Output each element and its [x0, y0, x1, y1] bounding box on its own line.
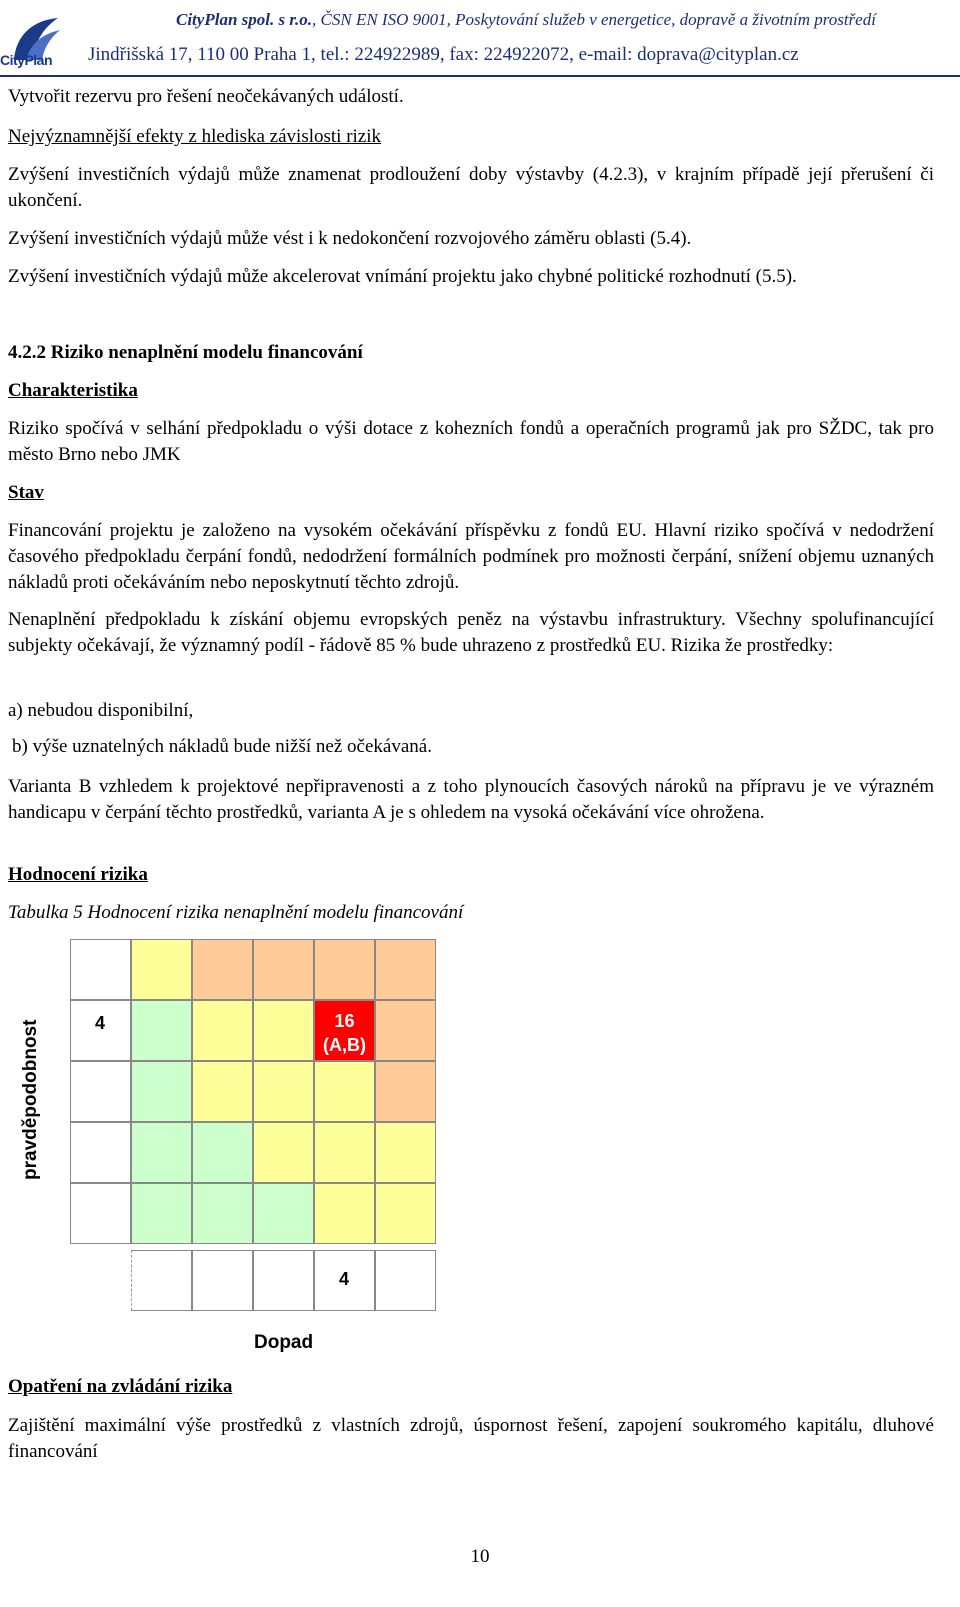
- company-name: CityPlan spol. s r.o.: [176, 10, 313, 29]
- header-divider: [0, 75, 960, 77]
- matrix-cell: [192, 1183, 253, 1244]
- paragraph-status: Financování projektu je založeno na vysokém očekávání příspěvku z fondů EU. Hlavní riziko spočívá v nedodržení časového předpokladu čerpání fondů, nedodržení formálních podmínek pro možnosti čerpání, snížení objemu uznaných nákladů proti očekáváním nebo neposkytnutí těchto zdrojů.: [8, 520, 934, 593]
- probability-value: 4: [70, 1000, 131, 1061]
- matrix-cell: [131, 1183, 192, 1244]
- matrix-cell: [253, 1250, 314, 1311]
- page-number: 10: [470, 1546, 490, 1567]
- matrix-cell: [131, 939, 192, 1000]
- header-address: Jindřišská 17, 110 00 Praha 1, tel.: 224922989, fax: 224922072, e-mail: doprava@cityplan.cz: [88, 44, 799, 65]
- matrix-cell: [253, 1183, 314, 1244]
- matrix-cell: [131, 1250, 192, 1311]
- paragraph-variants: Varianta B vzhledem k projektové nepřipravenosti a z toho plynoucích časových nároků na přípravu je ve výrazném handicapu v čerpání těchto prostředků, varianta A je s ohledem na vysoká očekávání více ohrožena.: [8, 776, 934, 823]
- impact-axis-label: Dopad: [254, 1332, 314, 1353]
- section-title: 4.2.2 Riziko nenaplnění modelu financování: [8, 342, 363, 363]
- matrix-cell: [131, 1061, 192, 1122]
- probability-axis-label: pravděpodobnost: [20, 1019, 41, 1180]
- matrix-cell: [253, 1000, 314, 1061]
- matrix-cell: [314, 939, 375, 1000]
- matrix-cell: [253, 939, 314, 1000]
- matrix-cell: [375, 1183, 436, 1244]
- matrix-cell: [192, 939, 253, 1000]
- heading-measures: Opatření na zvládání rizika: [8, 1376, 233, 1397]
- matrix-cell: [375, 1000, 436, 1061]
- heading-evaluation: Hodnocení rizika: [8, 864, 148, 885]
- matrix-cell: [70, 1061, 131, 1122]
- matrix-cell: [253, 1061, 314, 1122]
- heading-characteristics: Charakteristika: [8, 380, 138, 401]
- matrix-cell: [192, 1061, 253, 1122]
- matrix-cell: [70, 1122, 131, 1183]
- matrix-cell: [192, 1000, 253, 1061]
- paragraph-expectation: Nenaplnění předpokladu k získání objemu evropských peněz na výstavbu infrastruktury. Všechny spolufinancující subjekty očekávají, že významný podíl - řádově 85 % bude uhrazeno z prostředků EU. Rizika že prostředky:: [8, 609, 934, 656]
- header-company-line: [176, 10, 876, 30]
- matrix-cell: [192, 1250, 253, 1311]
- risk-score: 16: [334, 1011, 355, 1031]
- paragraph-characteristics: Riziko spočívá v selhání předpokladu o výši dotace z kohezních fondů a operačních programů jak pro SŽDC, tak pro město Brno nebo JMK: [8, 418, 934, 465]
- matrix-cell: [131, 1000, 192, 1061]
- risk-variant: (A,B): [323, 1035, 366, 1055]
- risk-score-cell: [314, 1000, 375, 1061]
- paragraph-measures: Zajištění maximální výše prostředků z vlastních zdrojů, úspornost řešení, zapojení soukromého kapitálu, dluhové financování: [8, 1415, 934, 1462]
- company-tagline: , ČSN EN ISO 9001, Poskytování služeb v energetice, dopravě a životním prostředí: [312, 10, 876, 29]
- logo-text: CityPlan: [0, 52, 53, 68]
- matrix-cell: [375, 1250, 436, 1311]
- matrix-cell: [192, 1122, 253, 1183]
- heading-status: Stav: [8, 482, 44, 503]
- matrix-cell: [314, 1122, 375, 1183]
- matrix-cell: [131, 1122, 192, 1183]
- impact-value: 4: [314, 1250, 375, 1311]
- matrix-cell: [314, 1061, 375, 1122]
- heading-effects: Nejvýznamnější efekty z hlediska závislosti rizik: [8, 126, 382, 147]
- paragraph-effect-2: Zvýšení investičních výdajů může vést i k nedokončení rozvojového záměru oblasti (5.4).: [8, 228, 692, 249]
- paragraph-effect-3: Zvýšení investičních výdajů může akcelerovat vnímání projektu jako chybné politické rozhodnutí (5.5).: [8, 266, 797, 287]
- matrix-cell: [70, 939, 131, 1000]
- matrix-cell: [70, 1183, 131, 1244]
- list-item-b: b) výše uznatelných nákladů bude nižší než očekávaná.: [12, 736, 432, 757]
- matrix-cell: [314, 1183, 375, 1244]
- matrix-cell: [375, 1122, 436, 1183]
- list-item-a: a) nebudou disponibilní,: [8, 700, 194, 721]
- paragraph-reserve: Vytvořit rezervu pro řešení neočekávaných událostí.: [8, 86, 404, 107]
- page-header: [0, 0, 960, 76]
- matrix-cell: [375, 1061, 436, 1122]
- matrix-cell: [253, 1122, 314, 1183]
- paragraph-effect-1: Zvýšení investičních výdajů může znamenat prodloužení doby výstavby (4.2.3), v krajním případě její přerušení či ukončení.: [8, 164, 934, 211]
- table-caption: Tabulka 5 Hodnocení rizika nenaplnění modelu financování: [8, 902, 464, 923]
- matrix-cell: [375, 939, 436, 1000]
